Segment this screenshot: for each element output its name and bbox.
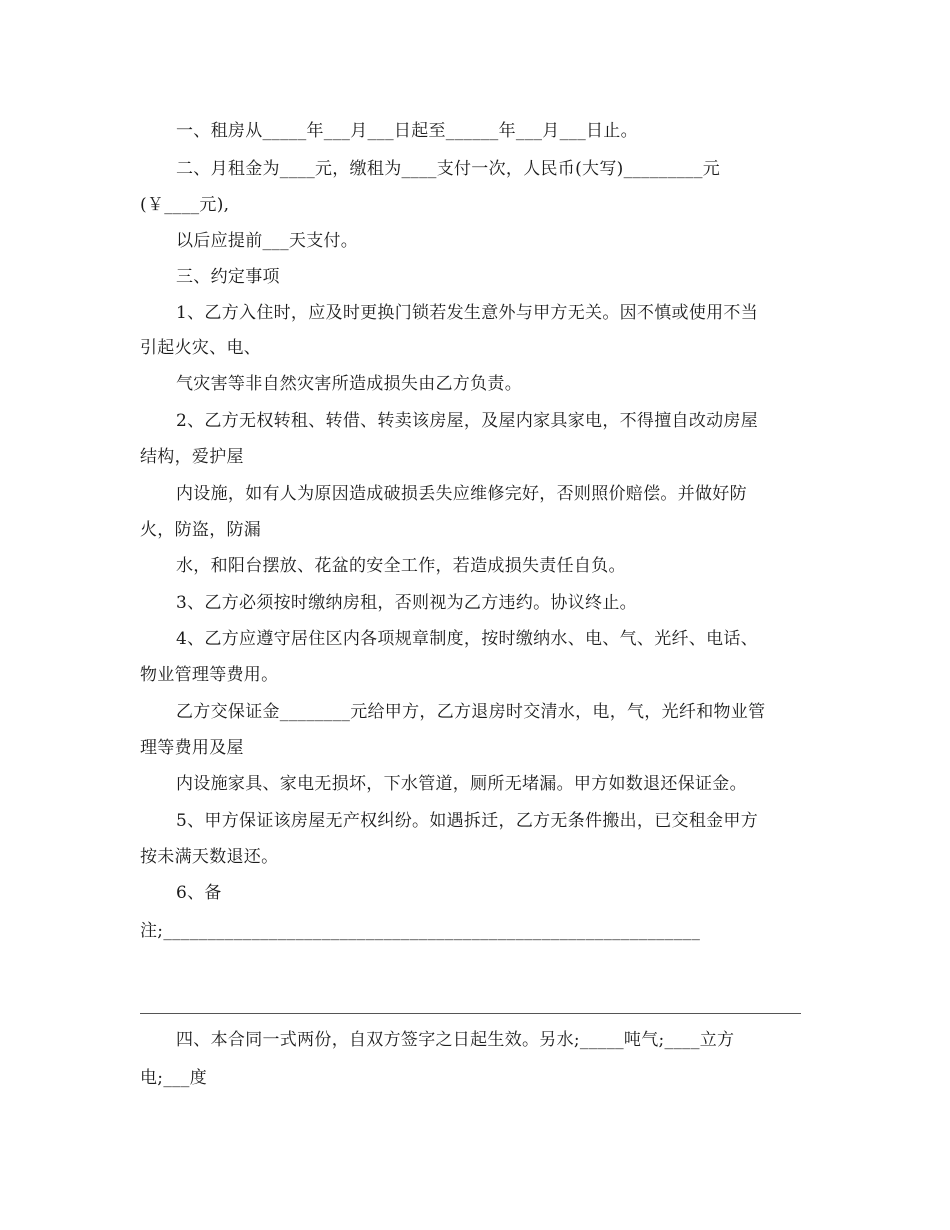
item-3-text: 3、乙方必须按时缴纳房租，否则视为乙方违约。协议终止。 [176,593,637,613]
clause-1-rent-period: 一、租房从_____年___月___日起至______年___月___日止。 [176,121,638,141]
item-5-text-cont: 按未满天数退还。 [140,847,279,867]
item-1-text: 1、乙方入住时，应及时更换门锁若发生意外与甲方无关。因不慎或使用不当 [176,303,759,323]
item-1-text-cont-2: 气灾害等非自然灾害所造成损失由乙方负责。 [176,374,522,394]
section-3-heading: 三、约定事项 [176,267,280,287]
item-4-text: 4、乙方应遵守居住区内各项规章制度，按时缴纳水、电、气、光纤、电话、 [176,629,759,649]
item-4-text-cont: 物业管理等费用。 [140,665,279,685]
clause-2-rent-amount-cont: (￥____元), [140,195,230,215]
item-2-text: 2、乙方无权转租、转借、转卖该房屋，及屋内家具家电，不得擅自改动房屋 [176,411,759,431]
item-5-text: 5、甲方保证该房屋无产权纠纷。如遇拆迁，乙方无条件搬出，已交租金甲方 [176,811,759,831]
remarks-line: 注;_____________________________________________________________ [140,921,701,941]
section-4-text-cont: 电;___度 [140,1068,208,1088]
item-2-text-cont-3: 火，防盗，防漏 [140,520,262,540]
item-2-text-cont-2: 内设施，如有人为原因造成破损丢失应维修完好，否则照价赔偿。并做好防 [176,484,747,504]
deposit-text: 乙方交保证金________元给甲方，乙方退房时交清水，电，气，光纤和物业管 [176,702,766,722]
item-1-text-cont: 引起火灾、电、 [140,338,262,358]
clause-2-rent-amount: 二、月租金为____元，缴租为____支付一次，人民币(大写)_________元 [176,159,721,179]
item-2-text-cont-4: 水，和阳台摆放、花盆的安全工作，若造成损失责任自负。 [176,556,626,576]
deposit-text-cont-2: 内设施家具、家电无损坏，下水管道，厕所无堵漏。甲方如数退还保证金。 [176,774,747,794]
remarks-underline [140,1013,801,1014]
item-2-text-cont: 结构，爱护屋 [140,447,244,467]
item-6-heading: 6、备 [176,883,222,903]
deposit-text-cont: 理等费用及屋 [140,738,244,758]
clause-2-advance-payment: 以后应提前___天支付。 [176,231,359,251]
section-4-text: 四、本合同一式两份，自双方签字之日起生效。另水;_____吨气;____立方 [176,1030,735,1050]
